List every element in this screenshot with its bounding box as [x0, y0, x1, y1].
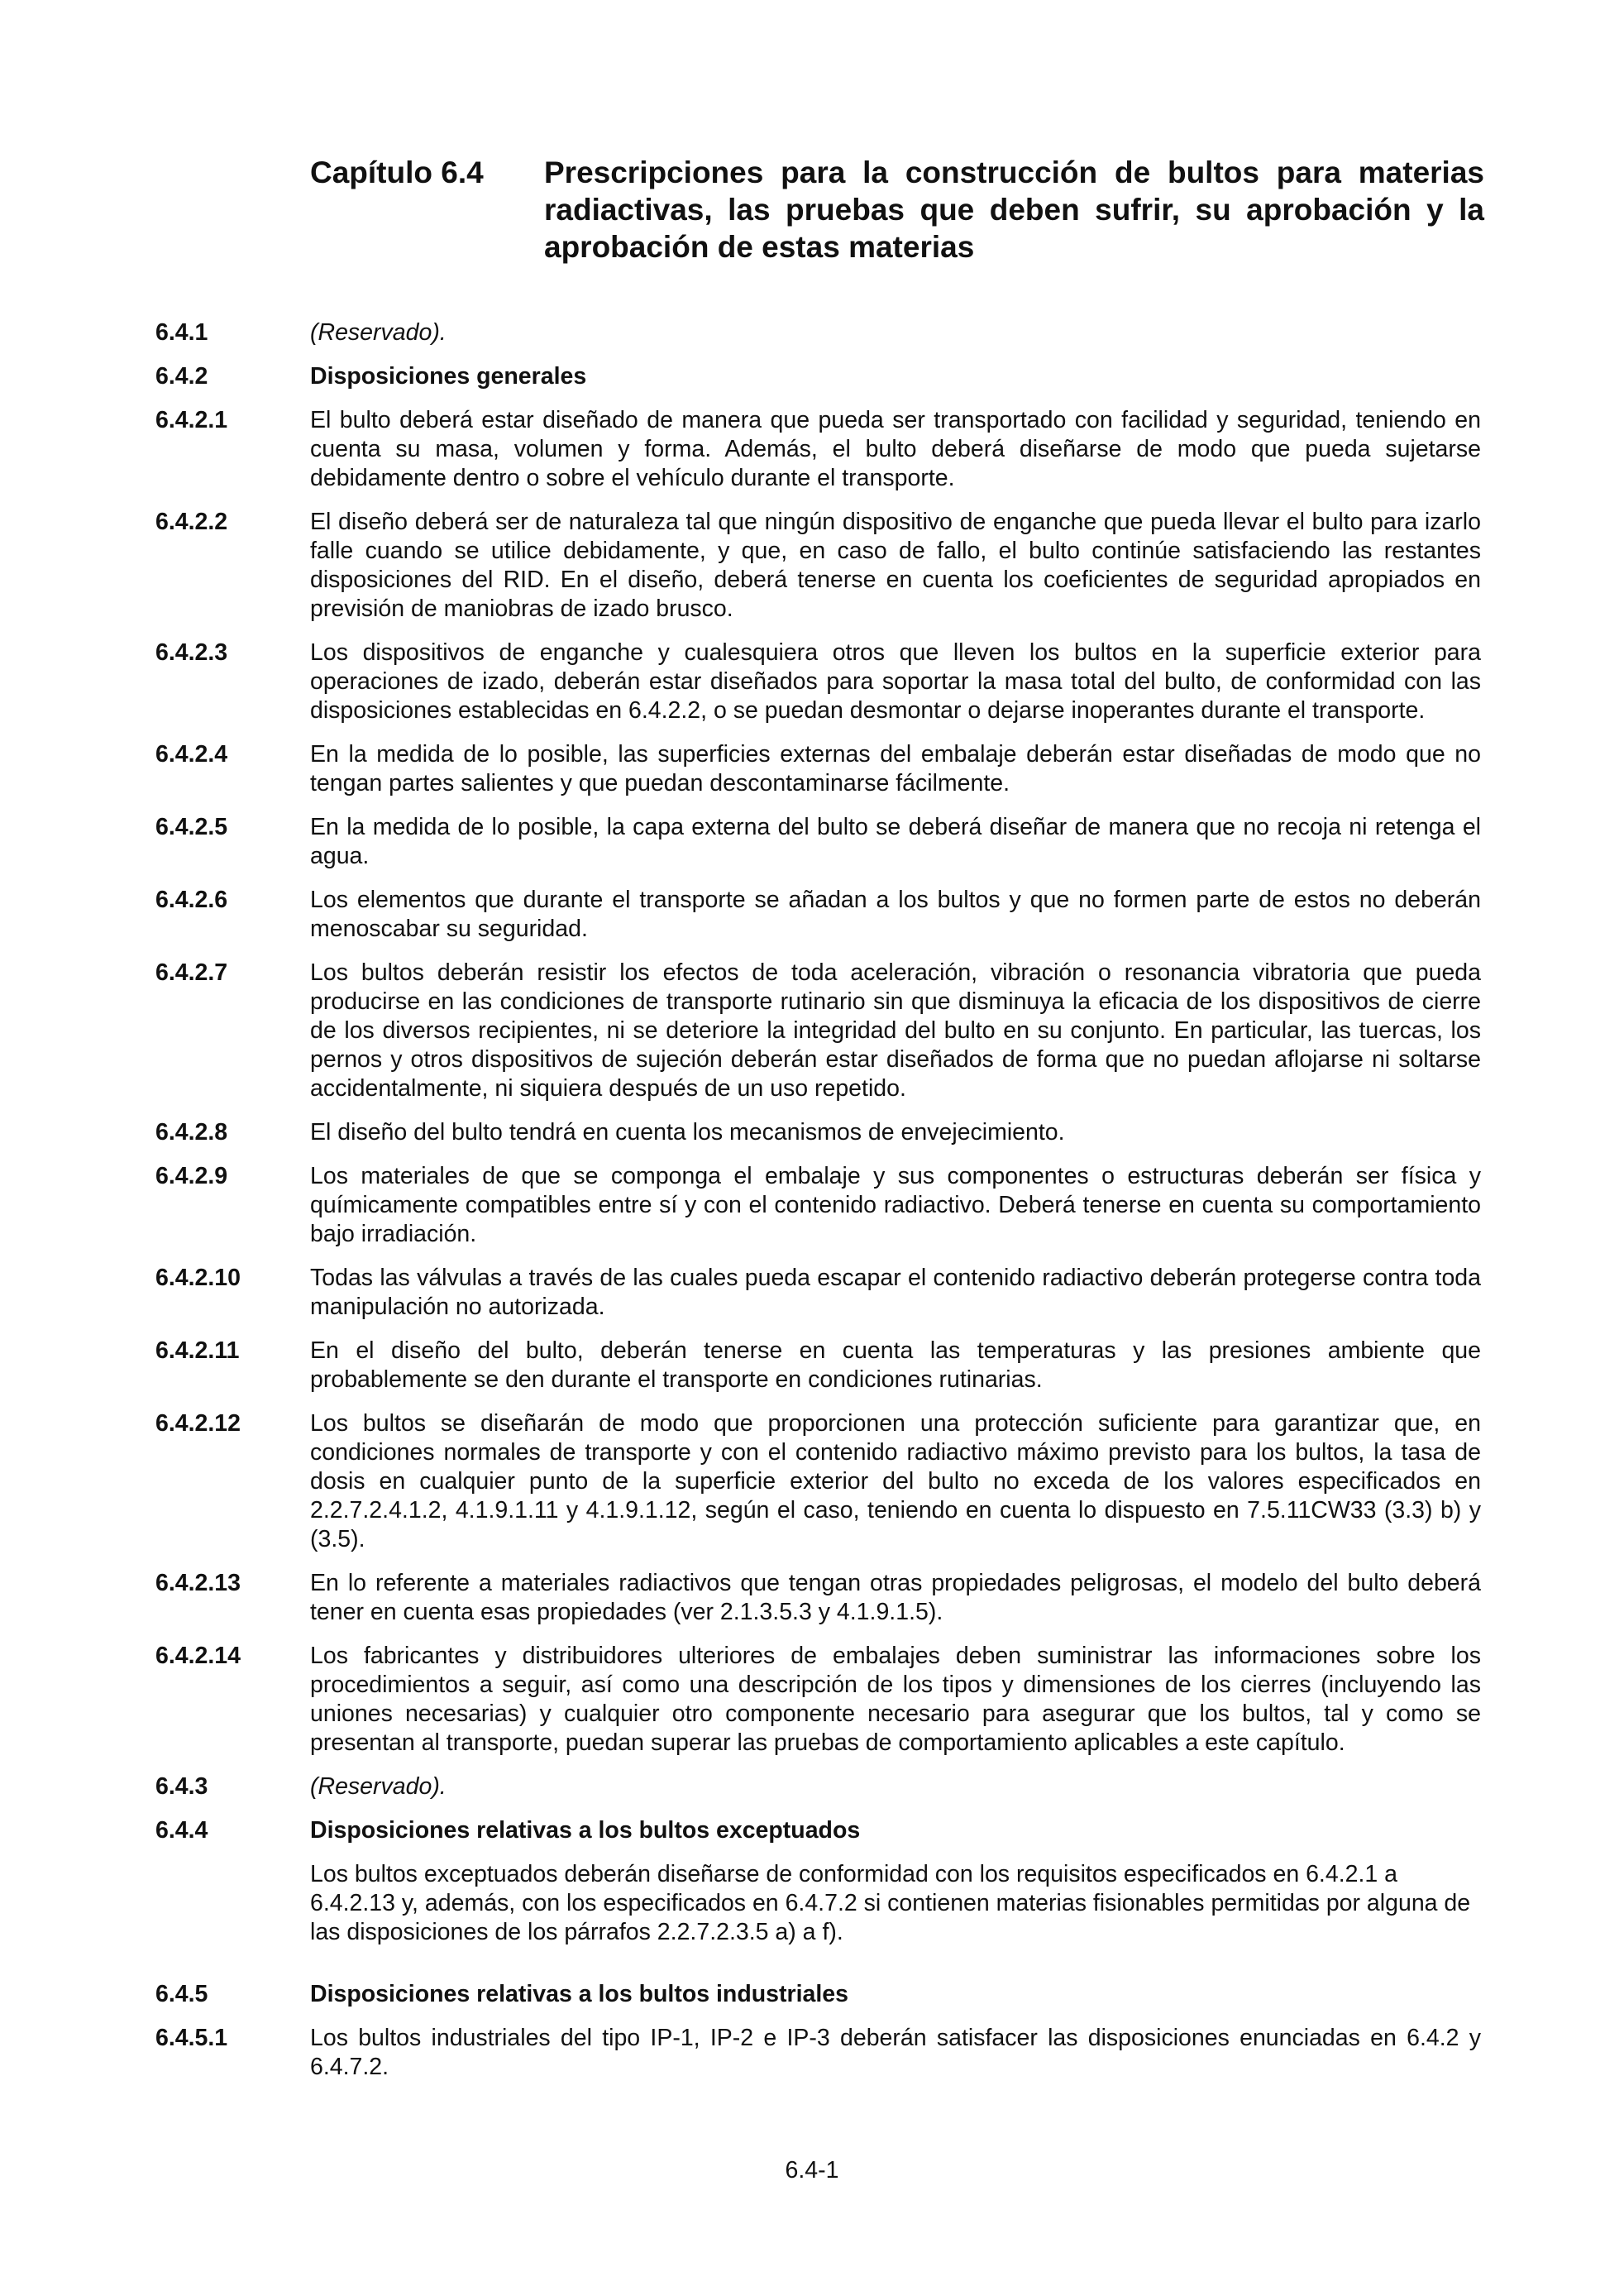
section-text: (Reservado).: [310, 319, 447, 346]
paragraph-text: En lo referente a materiales radiactivos que tengan otras propiedades peligrosas, el modelo del bulto deberá tener en cuenta esas propiedades (ver 2.1.3.5.3 y 4.1.9.1.5).: [310, 1570, 1481, 1625]
paragraph-text: El diseño del bulto tendrá en cuenta los mecanismos de envejecimiento.: [310, 1119, 1065, 1146]
paragraph-number: 6.4.2.10: [155, 1265, 241, 1291]
section-number: 6.4.3: [155, 1773, 208, 1800]
chapter-header: [310, 154, 1484, 265]
chapter-number: Capítulo 6.4: [310, 155, 484, 189]
paragraph-number: 6.4.2.9: [155, 1163, 228, 1189]
paragraph-text: Los fabricantes y distribuidores ulteriores de embalajes deben suministrar las informaciones sobre los procedimientos a seguir, así como una descripción de los tipos y dimensiones de los cierres (incluyendo las uniones necesarias) y cualquier otro componente necesario para asegurar que los bultos, tal y como se presentan al transporte, puedan superar las pruebas de comportamiento aplicables a este capítulo.: [310, 1643, 1481, 1756]
section-6-4-4: [155, 1816, 1481, 1845]
paragraph-text: En el diseño del bulto, deberán tenerse en cuenta las temperaturas y las presiones ambiente que probablemente se den durante el transporte en condiciones rutinarias.: [310, 1337, 1481, 1393]
paragraph-6-4-4-body: [155, 1860, 1481, 1947]
paragraph-6-4-2-5: [155, 813, 1481, 871]
paragraph-text: El diseño deberá ser de naturaleza tal que ningún dispositivo de enganche que pueda llevar el bulto para izarlo falle cuando se utilice debidamente, y que, en caso de fallo, el bulto continúe satisfaciendo las restantes disposiciones del RID. En el diseño, deberá tenerse en cuenta los coeficientes de seguridad apropiados en previsión de maniobras de izado brusco.: [310, 509, 1481, 622]
paragraph-text: Los elementos que durante el transporte se añadan a los bultos y que no formen parte de estos no deberán menoscabar su seguridad.: [310, 887, 1481, 942]
section-6-4-3: [155, 1772, 1481, 1801]
paragraph-number: 6.4.2.11: [155, 1337, 240, 1364]
paragraph-text: En la medida de lo posible, las superficies externas del embalaje deberán estar diseñadas de modo que no tengan partes salientes y que puedan descontaminarse fácilmente.: [310, 741, 1481, 796]
section-heading: Disposiciones relativas a los bultos industriales: [310, 1981, 848, 2007]
paragraph-text: El bulto deberá estar diseñado de manera que pueda ser transportado con facilidad y seguridad, teniendo en cuenta su masa, volumen y forma. Además, el bulto deberá diseñarse de modo que pueda sujetarse debidamente dentro o sobre el vehículo durante el transporte.: [310, 407, 1481, 491]
section-number: 6.4.1: [155, 319, 208, 346]
paragraph-6-4-5-1: [155, 2024, 1481, 2082]
section-6-4-5: [155, 1980, 1481, 2009]
section-heading: Disposiciones relativas a los bultos exceptuados: [310, 1817, 861, 1844]
section-number: 6.4.2: [155, 363, 208, 390]
paragraph-text: Los dispositivos de enganche y cualesquiera otros que lleven los bultos en la superficie exterior para operaciones de izado, deberán estar diseñados para soportar la masa total del bulto, de conformidad con las disposiciones establecidas en 6.4.2.2, o se puedan desmontar o dejarse inoperantes durante el transporte.: [310, 639, 1481, 724]
paragraph-number: 6.4.2.5: [155, 814, 228, 840]
paragraph-6-4-2-12: [155, 1409, 1481, 1554]
paragraph-6-4-2-7: [155, 959, 1481, 1103]
paragraph-number: 6.4.2.2: [155, 509, 228, 535]
paragraph-text: Los bultos industriales del tipo IP-1, IP-2 e IP-3 deberán satisfacer las disposiciones enunciadas en 6.4.2 y 6.4.7.2.: [310, 2025, 1481, 2080]
paragraph-number: 6.4.2.8: [155, 1119, 228, 1146]
paragraph-6-4-2-9: [155, 1162, 1481, 1249]
document-body: [155, 318, 1481, 2097]
paragraph-number: 6.4.2.1: [155, 407, 228, 433]
paragraph-number: 6.4.2.4: [155, 741, 228, 768]
paragraph-6-4-2-8: [155, 1118, 1481, 1147]
paragraph-text: Los bultos deberán resistir los efectos de toda aceleración, vibración o resonancia vibratoria que pueda producirse en las condiciones de transporte rutinario sin que disminuya la eficacia de los dispositivos de cierre de los diversos recipientes, ni se deteriore la integridad del bulto en su conjunto. En particular, las tuercas, los pernos y otros dispositivos de sujeción deberán estar diseñados de forma que no puedan aflojarse ni soltarse accidentalmente, ni siquiera después de un uso repetido.: [310, 959, 1481, 1102]
paragraph-number: 6.4.5.1: [155, 2025, 228, 2051]
paragraph-6-4-2-14: [155, 1642, 1481, 1758]
section-heading: Disposiciones generales: [310, 363, 587, 390]
paragraph-6-4-2-4: [155, 740, 1481, 798]
paragraph-number: 6.4.2.13: [155, 1570, 241, 1596]
paragraph-6-4-2-1: [155, 406, 1481, 493]
paragraph-6-4-2-13: [155, 1569, 1481, 1627]
paragraph-text: En la medida de lo posible, la capa externa del bulto se deberá diseñar de manera que no recoja ni retenga el agua.: [310, 814, 1481, 869]
paragraph-6-4-2-6: [155, 886, 1481, 944]
section-text: (Reservado).: [310, 1773, 447, 1800]
paragraph-number: 6.4.2.12: [155, 1410, 241, 1437]
paragraph-number: 6.4.2.3: [155, 639, 228, 666]
section-number: 6.4.4: [155, 1817, 208, 1844]
paragraph-number: 6.4.2.6: [155, 887, 228, 913]
paragraph-6-4-2-10: [155, 1264, 1481, 1322]
section-number: 6.4.5: [155, 1981, 208, 2007]
paragraph-number: 6.4.2.14: [155, 1643, 241, 1669]
paragraph-text: Los bultos exceptuados deberán diseñarse de conformidad con los requisitos especificados en 6.4.2.1 a 6.4.2.13 y, además, con los especificados en 6.4.7.2 si contienen materias fisionables permitidas por alguna de las disposiciones de los párrafos 2.2.7.2.3.5 a) a f).: [310, 1861, 1471, 1945]
paragraph-text: Todas las válvulas a través de las cuales pueda escapar el contenido radiactivo deberán protegerse contra toda manipulación no autorizada.: [310, 1265, 1481, 1320]
paragraph-text: Los materiales de que se componga el embalaje y sus componentes o estructuras deberán ser física y químicamente compatibles entre sí y con el contenido radiactivo. Deberá tenerse en cuenta su comportamiento bajo irradiación.: [310, 1163, 1481, 1247]
paragraph-6-4-2-11: [155, 1337, 1481, 1394]
paragraph-6-4-2-3: [155, 639, 1481, 725]
paragraph-6-4-2-2: [155, 508, 1481, 624]
paragraph-text: Los bultos se diseñarán de modo que proporcionen una protección suficiente para garantizar que, en condiciones normales de transporte y con el contenido radiactivo máximo previsto para los bultos, la tasa de dosis en cualquier punto de la superficie exterior del bulto no exceda de los valores especificados en 2.2.7.2.4.1.2, 4.1.9.1.11 y 4.1.9.1.12, según el caso, teniendo en cuenta lo dispuesto en 7.5.11CW33 (3.3) b) y (3.5).: [310, 1410, 1481, 1552]
page-number: 6.4-1: [785, 2157, 839, 2184]
paragraph-number: 6.4.2.7: [155, 959, 228, 986]
chapter-title: Prescripciones para la construcción de bultos para materias radiactivas, las pruebas que deben sufrir, su aprobación y la aprobación de estas materias: [544, 155, 1484, 264]
section-6-4-1: [155, 318, 1481, 347]
section-6-4-2: [155, 362, 1481, 391]
